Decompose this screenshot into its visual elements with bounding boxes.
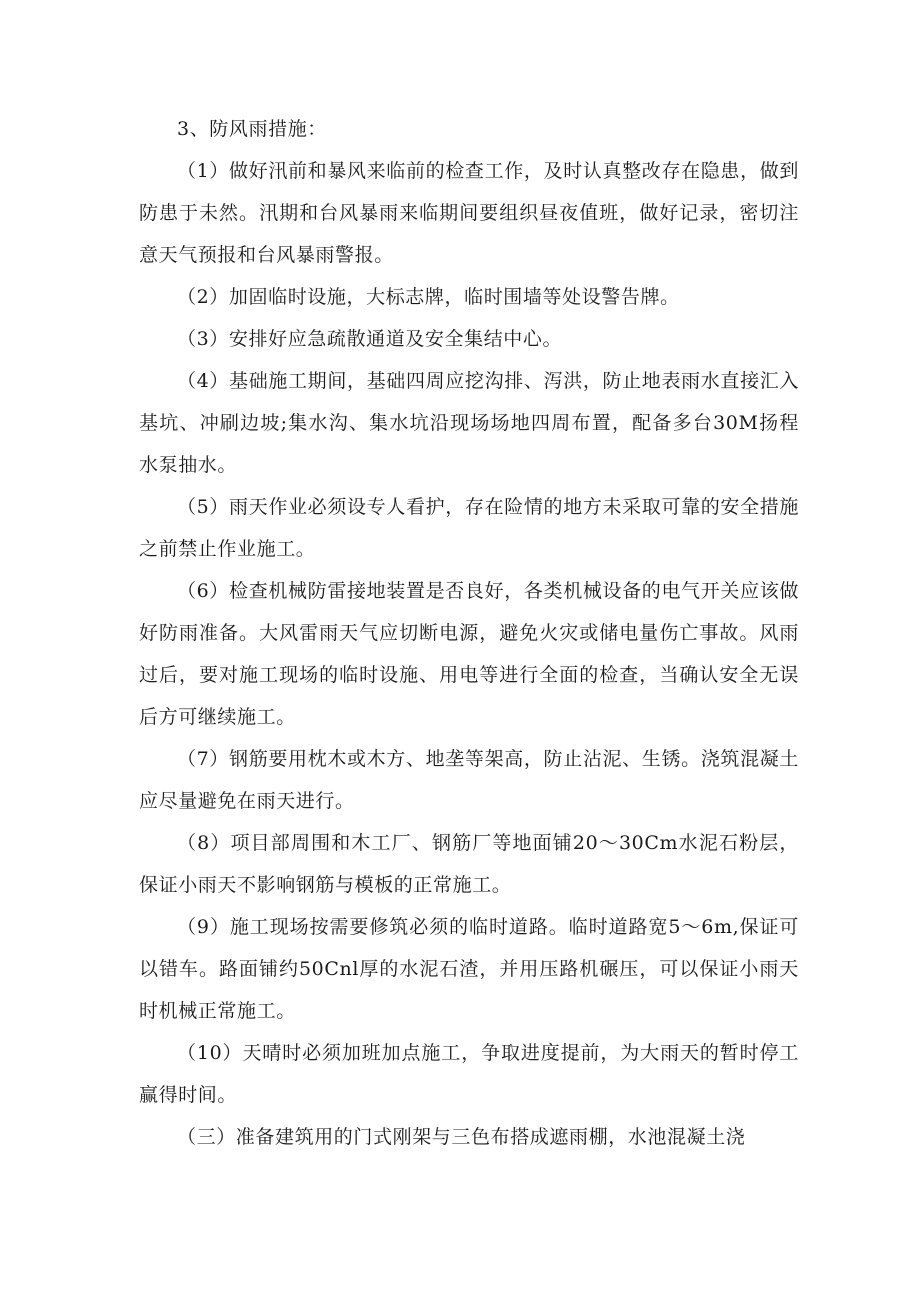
paragraph-1: （1）做好汛前和暴风来临前的检查工作，及时认真整改存在隐患，做到防患于未然。汛期和台风暴雨来临期间要组织昼夜值班，做好记录，密切注意天气预报和台风暴雨警报。 <box>139 160 799 266</box>
paragraph-7: （7）钢筋要用枕木或木方、地垄等架高，防止沾泥、生锈。浇筑混凝土应尽量避免在雨天进行。 <box>139 748 799 812</box>
document-body <box>139 108 799 1158</box>
paragraph-10: （10）天晴时必须加班加点施工，争取进度提前，为大雨天的暂时停工赢得时间。 <box>139 1042 799 1106</box>
paragraph-9: （9）施工现场按需要修筑必须的临时道路。临时道路宽5～6m,保证可以错车。路面铺约50Cnl厚的水泥石渣，并用压路机碾压，可以保证小雨天时机械正常施工。 <box>139 916 799 1022</box>
paragraph-2: （2）加固临时设施，大标志牌，临时围墙等处设警告牌。 <box>177 286 680 308</box>
paragraph-3: （3）安排好应急疏散通道及安全集结中心。 <box>177 328 563 350</box>
paragraph-4: （4）基础施工期间，基础四周应挖沟排、泻洪，防止地表雨水直接汇入基坑、冲刷边坡;集水沟、集水坑沿现场场地四周布置，配备多台30M扬程水泵抽水。 <box>139 370 799 476</box>
paragraph-6: （6）检查机械防雷接地装置是否良好，各类机械设备的电气开关应该做好防雨准备。大风雷雨天气应切断电源，避免火灾或储电量伤亡事故。风雨过后，要对施工现场的临时设施、用电等进行全面的检查，当确认安全无误后方可继续施工。 <box>139 580 799 728</box>
section-heading: 3、防风雨措施： <box>177 118 327 140</box>
paragraph-11: （三）准备建筑用的门式刚架与三色布搭成遮雨棚，水池混凝土浇 <box>177 1126 746 1148</box>
paragraph-5: （5）雨天作业必须设专人看护，存在险情的地方未采取可靠的安全措施之前禁止作业施工。 <box>139 496 799 560</box>
paragraph-8: （8）项目部周围和木工厂、钢筋厂等地面铺20～30Cm水泥石粉层，保证小雨天不影响钢筋与模板的正常施工。 <box>139 832 799 896</box>
